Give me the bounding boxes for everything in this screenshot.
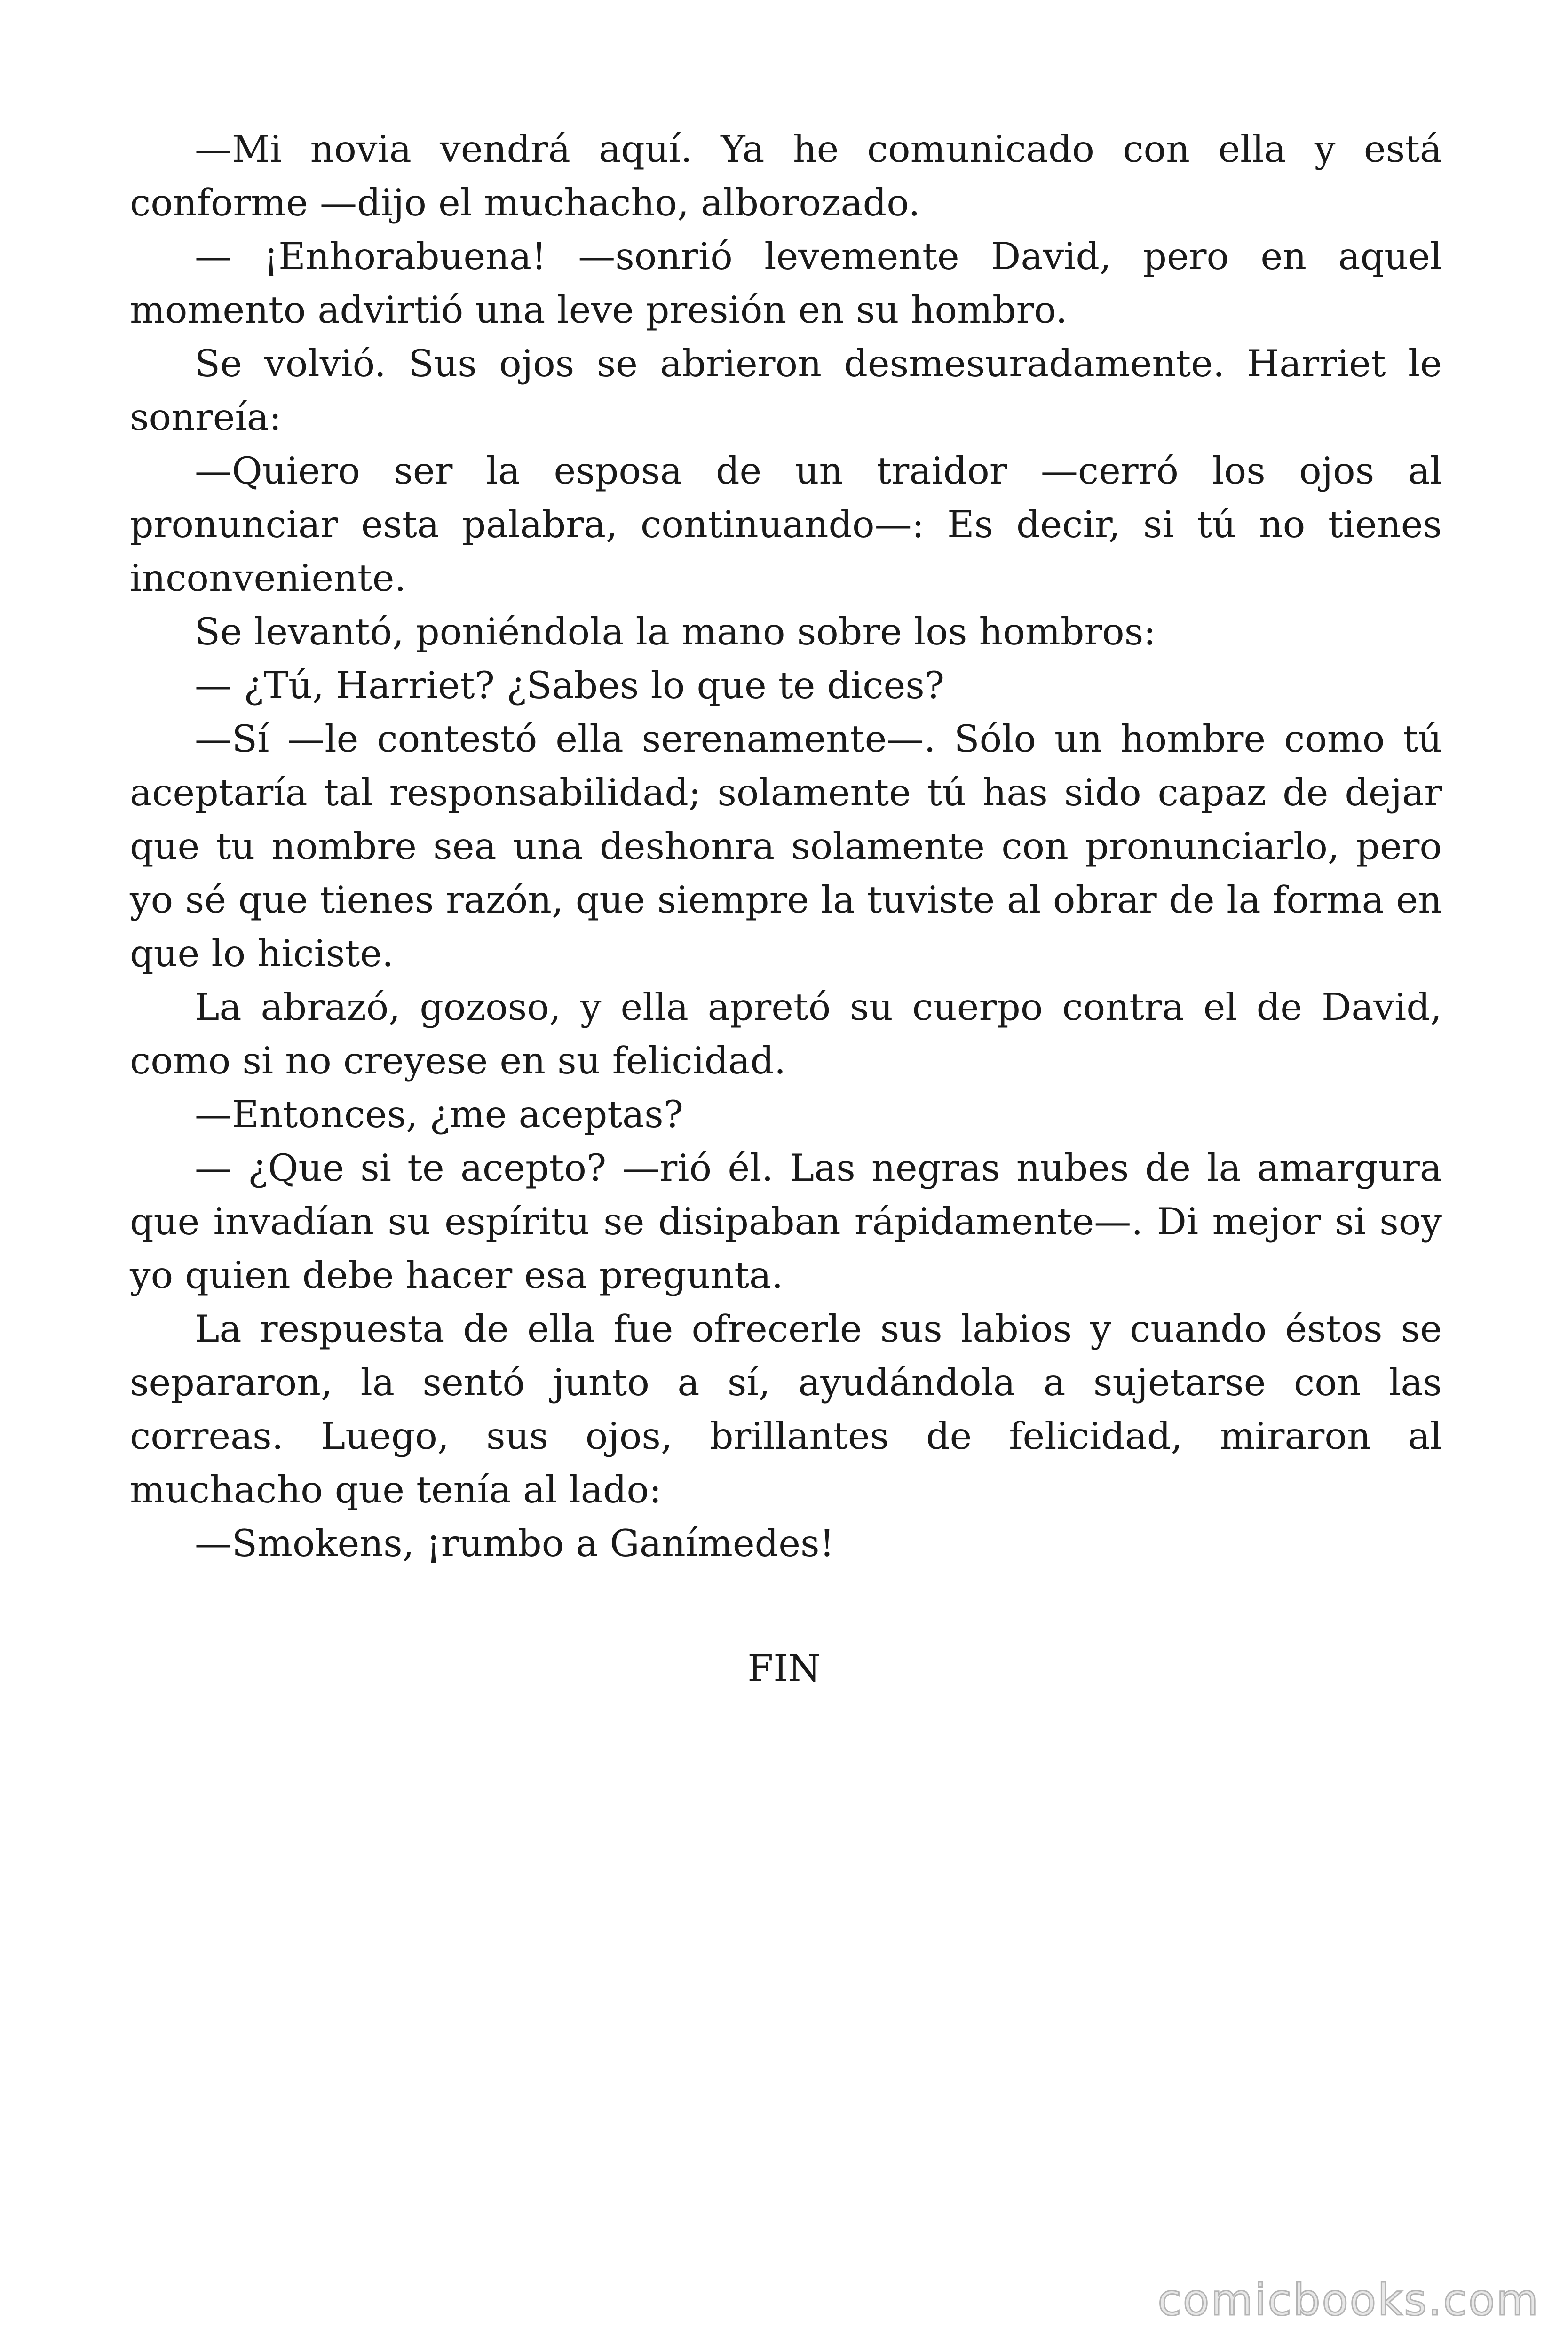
paragraph: —Sí —le contestó ella serenamente—. Sólo un hombre como tú aceptaría tal responsabilidad; solamente tú has sido capaz de dejar que tu nombre sea una deshonra solamente con pronunciarlo, pero yo sé que tienes razón, que siempre la tuviste al obrar de la forma en que lo hiciste. bbox=[130, 717, 1442, 975]
paragraph: — ¡Enhorabuena! —sonrió levemente David, pero en aquel momento advirtió una leve presión en su hombro. bbox=[130, 235, 1442, 332]
paragraph: Se levantó, poniéndola la mano sobre los hombros: bbox=[195, 610, 1156, 653]
paragraph: La abrazó, gozoso, y ella apretó su cuerpo contra el de David, como si no creyese en su felicidad. bbox=[130, 985, 1442, 1082]
body-text bbox=[130, 122, 1442, 1570]
paragraph: —Entonces, ¿me aceptas? bbox=[195, 1093, 684, 1136]
watermark: comicbooks.com bbox=[1157, 2275, 1540, 2325]
paragraph: Se volvió. Sus ojos se abrieron desmesuradamente. Harriet le sonreía: bbox=[130, 342, 1442, 439]
paragraph: — ¿Tú, Harriet? ¿Sabes lo que te dices? bbox=[195, 664, 945, 707]
paragraph: —Smokens, ¡rumbo a Ganímedes! bbox=[195, 1522, 835, 1565]
paragraph: —Mi novia vendrá aquí. Ya he comunicado con ella y está conforme —dijo el muchacho, alborozado. bbox=[130, 127, 1442, 224]
paragraph: — ¿Que si te acepto? —rió él. Las negras nubes de la amargura que invadían su espíritu se disipaban rápidamente—. Di mejor si soy yo quien debe hacer esa pregunta. bbox=[130, 1146, 1442, 1297]
paragraph: La respuesta de ella fue ofrecerle sus labios y cuando éstos se separaron, la sentó junto a sí, ayudándola a sujetarse con las correas. Luego, sus ojos, brillantes de felicidad, miraron al muchacho que tenía al lado: bbox=[130, 1307, 1442, 1511]
paragraph: —Quiero ser la esposa de un traidor —cerró los ojos al pronunciar esta palabra, continuando—: Es decir, si tú no tienes inconveniente. bbox=[130, 449, 1442, 600]
end-mark: FIN bbox=[747, 1647, 821, 1690]
